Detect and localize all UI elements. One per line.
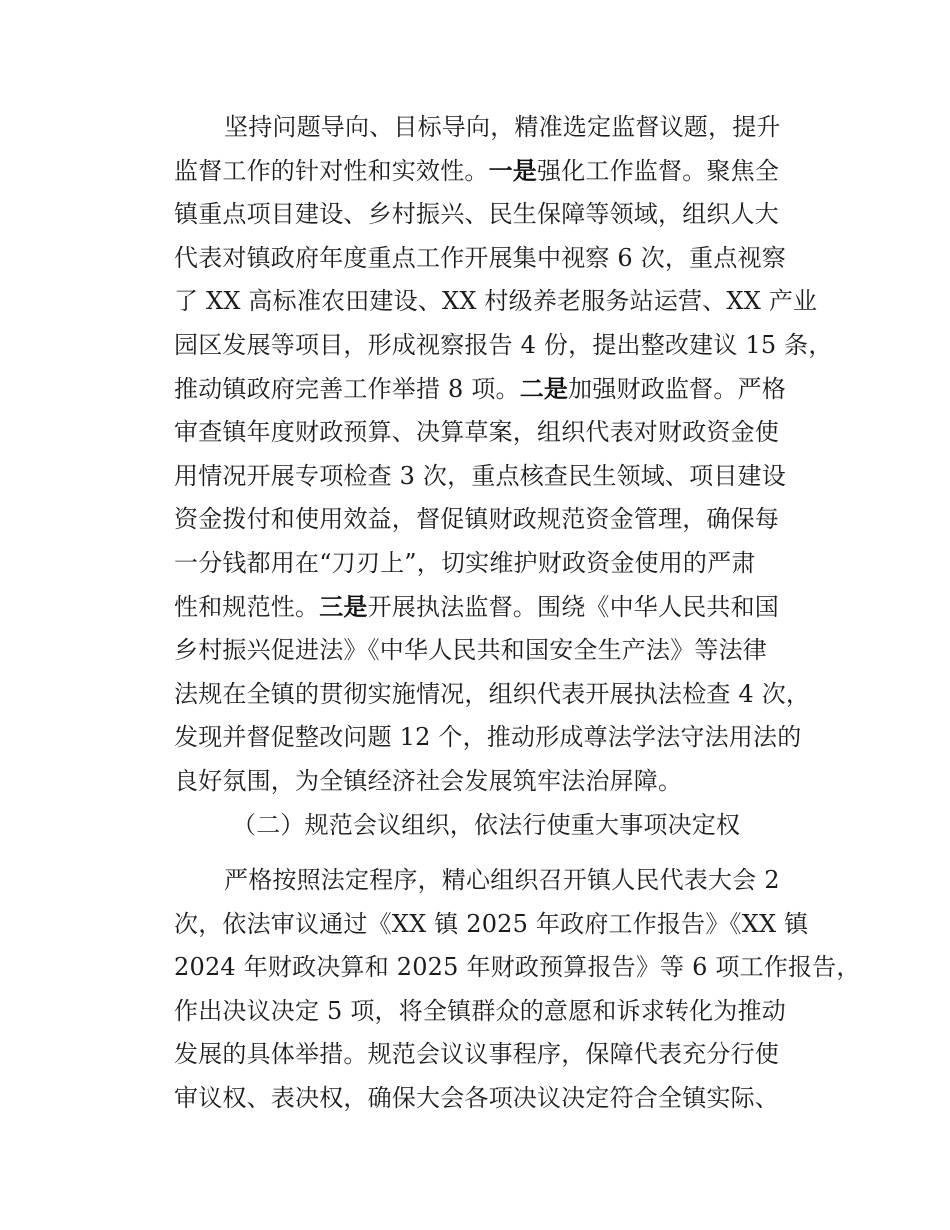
text-segment: 一分钱都用在“刀刃上”，切实维护财政资金使用的严肃	[174, 549, 756, 577]
text-line	[0, 590, 950, 624]
text-line	[0, 720, 950, 754]
text-line	[0, 994, 950, 1028]
text-line	[0, 677, 950, 711]
text-segment: 法规在全镇的贯彻实施情况，组织代表开展执法检查 4 次，	[174, 679, 811, 708]
text-segment: 严格按照法定程序，精心组织召开镇人民代表大会 2	[224, 866, 780, 894]
bold-marker: 二是	[519, 374, 569, 403]
text-line	[0, 863, 950, 897]
text-segment: 资金拨付和使用效益，督促镇财政规范资金管理，确保每	[174, 505, 779, 534]
text-segment: 了 XX 高标准农田建设、XX 村级养老服务站运营、XX 产业	[174, 287, 818, 316]
text-line	[0, 372, 950, 406]
section-heading: （二）规范会议组织，依法行使重大事项决定权	[232, 811, 741, 839]
text-segment: 发现并督促整改问题 12 个，推动形成尊法学法守法用法的	[174, 723, 802, 752]
text-segment: 代表对镇政府年度重点工作开展集中视察 6 次，重点视察	[174, 243, 786, 272]
text-segment: 推动镇政府完善工作举措 8 项。	[174, 374, 520, 403]
text-segment: 加强财政监督。严格	[568, 374, 786, 403]
text-line	[0, 459, 950, 493]
bold-marker: 三是	[319, 592, 368, 621]
text-segment: 开展执法监督。围绕《中华人民共和国	[367, 592, 780, 621]
text-segment: 2024 年财政决算和 2025 年财政预算报告》等 6 项工作报告，	[174, 953, 861, 982]
text-line	[0, 1081, 950, 1115]
text-segment: 良好氛围，为全镇经济社会发展筑牢法治屏障。	[174, 767, 683, 795]
text-segment: 园区发展等项目，形成视察报告 4 份，提出整改建议 15 条，	[174, 331, 833, 359]
text-line	[0, 764, 950, 798]
text-segment: 审议权、表决权，确保大会各项决议决定符合全镇实际、	[174, 1084, 779, 1112]
text-segment: 镇重点项目建设、乡村振兴、民生保障等领域，组织人大	[174, 200, 779, 229]
text-line	[0, 241, 950, 275]
text-line	[0, 197, 950, 231]
text-line	[0, 633, 950, 667]
text-line	[0, 154, 950, 188]
text-line	[0, 950, 950, 984]
text-segment: 审查镇年度财政预算、决算草案，组织代表对财政资金使	[174, 418, 779, 447]
text-segment: 坚持问题导向、目标导向，精准选定监督议题，提升	[224, 113, 781, 141]
text-segment: 监督工作的针对性和实效性。	[174, 156, 489, 185]
text-line	[0, 328, 950, 362]
text-segment: 性和规范性。	[174, 592, 320, 621]
text-line	[0, 907, 950, 941]
text-line	[0, 502, 950, 536]
text-segment: 发展的具体举措。规范会议议事程序，保障代表充分行使	[174, 1040, 779, 1069]
text-segment: 乡村振兴促进法》《中华人民共和国安全生产法》等法律	[174, 636, 767, 665]
text-segment: 用情况开展专项检查 3 次，重点核查民生领域、项目建设	[174, 461, 786, 490]
text-segment: 强化工作监督。聚焦全	[537, 156, 780, 185]
text-line	[0, 1037, 950, 1071]
text-line	[0, 110, 950, 144]
text-line	[0, 415, 950, 449]
text-line	[0, 546, 950, 580]
bold-marker: 一是	[488, 156, 538, 185]
text-segment: 次，依法审议通过《XX 镇 2025 年政府工作报告》《XX 镇	[174, 909, 809, 938]
text-line	[0, 284, 950, 318]
text-segment: 作出决议决定 5 项，将全镇群众的意愿和诉求转化为推动	[174, 996, 786, 1025]
